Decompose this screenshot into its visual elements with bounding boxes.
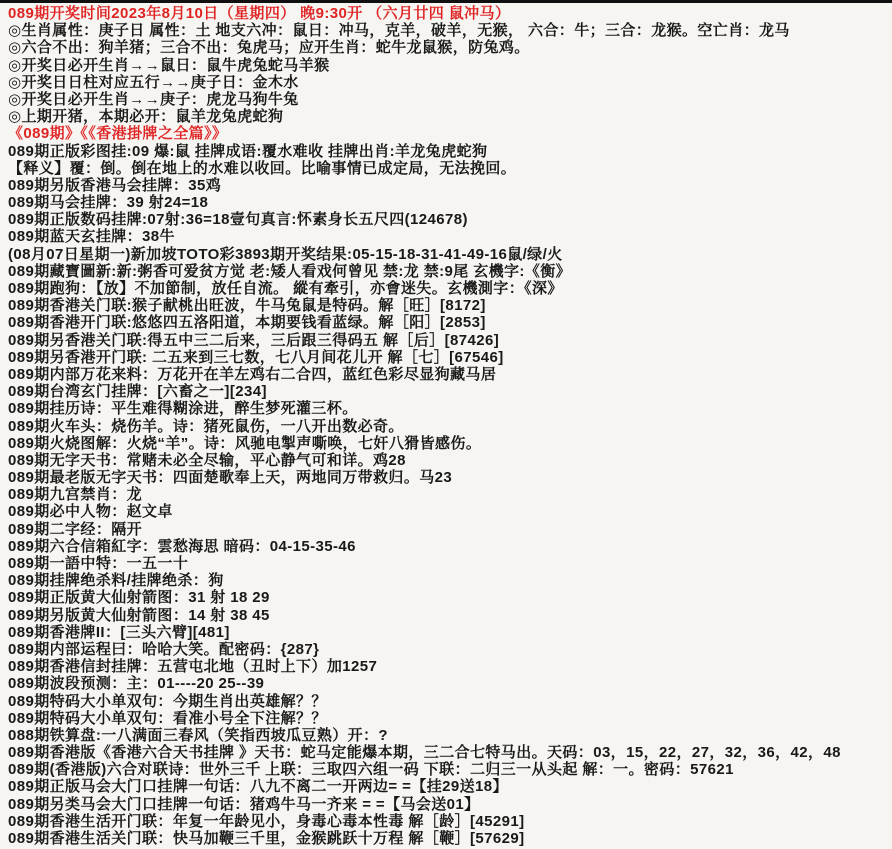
text-line: 089期另香港关门联:得五中三二后来，三后跟三得码五 解［后］[87426] <box>8 331 500 349</box>
text-line: 089期无字天书：常赌未必全尽输，平心静气可和详。鸡28 <box>8 451 406 469</box>
text-line: 089期另版香港马会挂牌：35鸡 <box>8 176 222 194</box>
text-line: 089期二字经：隔开 <box>8 520 143 538</box>
text-line: 089期必中人物：赵文卓 <box>8 503 173 521</box>
text-line: ◎开奖日必开生肖→→鼠日：鼠牛虎兔蛇马羊猴 <box>8 56 330 74</box>
text-line: 089期正版黄大仙射箭图：31 射 18 29 <box>8 589 270 607</box>
header-line: 089期开奖时间2023年8月10日（星期四） 晚9:30开 （六月廿四 鼠冲马） <box>8 5 511 22</box>
text-line: ◎上期开猪，本期必开：鼠羊龙兔虎蛇狗 <box>8 108 284 126</box>
text-line: 089期(香港版)六合对联诗：世外三千 上联：三取四六组一码 下联：二归三一从头起 解：一。密码：57621 <box>8 761 734 779</box>
text-line: 089期香港牌II：[三头六臂][481] <box>8 623 230 641</box>
text-line: 089期另香港开门联: 二五来到三七数，七八月间花儿开 解［七］[67546] <box>8 348 504 366</box>
header-line: 《089期》《《香港掛牌之全篇》》 <box>8 125 228 143</box>
text-line: 089期内部运程曰：哈哈大笑。配密码：{287} <box>8 640 320 658</box>
text-line: ◎六合不出：狗羊猪；三合不出：兔虎马；应开生肖：蛇牛龙鼠猴，防兔鸡。 <box>8 39 530 57</box>
text-line: ◎生肖属性：庚子日 属性：土 地支六冲：鼠日：冲马，克羊，破羊，无猴， 六合：牛；三合：龙猴。空亡肖：龙马 <box>8 22 790 40</box>
text-line: 089期蓝天玄挂牌：38牛 <box>8 228 175 246</box>
text-line: 089期六合信箱紅字：雲愁海思 暗码：04-15-35-46 <box>8 537 356 555</box>
text-line: 089期九宫禁肖：龙 <box>8 486 143 504</box>
text-line: 089期一語中特：一五一十 <box>8 555 189 572</box>
text-line: 089期火烧图解：火烧“羊”。诗：风驰电掣声嘶唤，七奸八猾皆感伤。 <box>8 434 482 452</box>
text-line: 089期挂历诗：平生难得糊涂进，醉生梦死灌三杯。 <box>8 400 358 418</box>
text-line: ◎开奖日必开生肖→→庚子：虎龙马狗牛兔 <box>8 90 299 108</box>
text-line: 089期香港开门联:悠悠四五洛阳道，本期要钱看蓝绿。解［阳］[2853] <box>8 314 486 332</box>
text-line: 089期马会挂牌：39 射24=18 <box>8 194 209 212</box>
text-line: 089期正版彩图挂:09 爆:鼠 挂牌成语:覆水难收 挂牌出肖:羊龙兔虎蛇狗 <box>8 142 488 160</box>
text-line: ◎开奖日日柱对应五行→→庚子日：金木水 <box>8 73 299 91</box>
text-line: 089期另版黄大仙射箭图：14 射 38 45 <box>8 606 270 624</box>
text-line: 089期藏寶圖新:新:粥香可爱贫方觉 老:矮人看戏何曾见 禁:龙 禁:9尾 玄機字:《衡》 <box>8 262 572 280</box>
text-line: 089期香港生活开门联：年复一年龄见小，身毒心毒本性毒 解［龄］[45291] <box>8 812 525 830</box>
text-line: 089期特码大小单双句：看准小号全下注解？？ <box>8 709 327 727</box>
text-line: (08月07日星期一)新加坡TOTO彩3893期开奖结果:05-15-18-31-41-49-16鼠/绿/火 <box>8 245 563 263</box>
text-line: 089期正版数码挂牌:07射:36=18壹句真言:怀素身长五尺四(124678) <box>8 211 468 229</box>
text-line: 089期香港信封挂牌：五营屯北地（丑时上下）加1257 <box>8 658 378 676</box>
text-line: 089期正版马会大门口挂牌一句话：八九不离二一开两边= =【挂29送18】 <box>8 778 508 796</box>
text-line: 089期最老版无字天书：四面楚歌奉上天，两地同万带救归。马23 <box>8 469 453 487</box>
text-line: 089期香港版《香港六合天书挂牌 》天书：蛇马定能爆本期，三二合七特马出。天码：03，15，22，27，32，36，42，48 <box>8 744 841 762</box>
text-line: 089期跑狗：【放】不加節制，放任自流。 縱有牽引，亦會迷失。玄機測字：《深》 <box>8 280 563 297</box>
text-line: 089期火车头：烧伤羊。诗：猪死鼠伤，一八开出数必奇。 <box>8 417 404 435</box>
text-line: 089期台湾玄门挂牌：[六畜之一][234] <box>8 383 267 401</box>
text-line: 089期香港生活关门联：快马加鞭三千里，金猴跳跃十万程 解［鞭］[57629] <box>8 830 525 847</box>
text-line: 089期另类马会大门口挂牌一句话：猪鸡牛马一齐来 = =【马会送01】 <box>8 795 480 813</box>
text-line: 【释义】覆：倒。倒在地上的水难以收回。比喻事情已成定局，无法挽回。 <box>8 159 517 177</box>
text-line: 089期特码大小单双句：今期生肖出英雄解？？ <box>8 692 327 710</box>
text-line: 089期内部万花来料：万花开在羊左鸡右二合四，蓝红色彩尽显狗藏马居 <box>8 365 497 383</box>
content-lines <box>0 3 892 847</box>
text-line: 089期波段预测：主：01----20 25--39 <box>8 675 265 693</box>
text-line: 088期铁算盘:一八满面三春风（笑指西坡瓜豆熟）开：? <box>8 726 388 744</box>
text-line: 089期挂牌绝杀料/挂牌绝杀：狗 <box>8 572 224 590</box>
text-line: 089期香港关门联:猴子献桃出旺波，牛马兔鼠是特码。解［旺］[8172] <box>8 297 486 315</box>
